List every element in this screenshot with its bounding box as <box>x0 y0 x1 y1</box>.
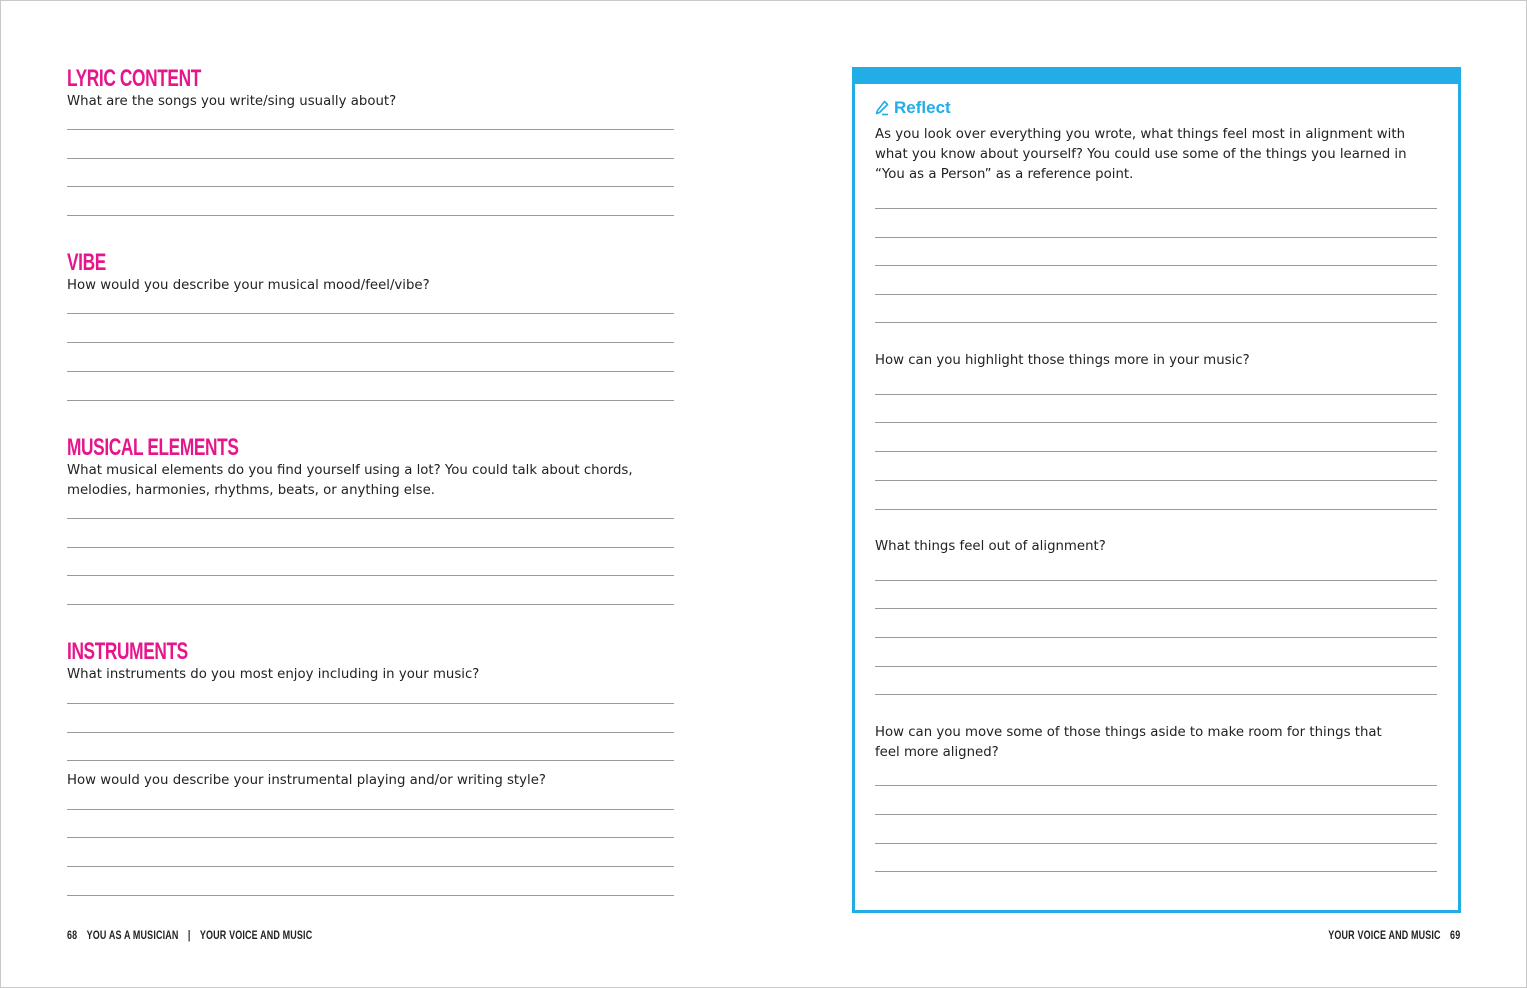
writing-line[interactable] <box>875 608 1437 609</box>
prompt-instrumental-style: How would you describe your instrumental playing and/or writing style? <box>67 773 546 788</box>
footer-right <box>1319 929 1460 943</box>
writing-line[interactable] <box>875 422 1437 423</box>
writing-line[interactable] <box>67 732 674 733</box>
writing-line[interactable] <box>875 637 1437 638</box>
footer-section-name: YOU AS A MUSICIAN <box>86 930 179 942</box>
writing-line[interactable] <box>875 785 1437 786</box>
writing-line[interactable] <box>67 371 674 372</box>
writing-line[interactable] <box>67 866 674 867</box>
writing-line[interactable] <box>67 837 674 838</box>
page-number-left: 68 <box>67 930 78 942</box>
footer-chapter-right: YOUR VOICE AND MUSIC <box>1327 930 1441 942</box>
footer-chapter-left: YOUR VOICE AND MUSIC <box>199 930 313 942</box>
writing-line[interactable] <box>875 580 1437 581</box>
writing-line[interactable] <box>67 342 674 343</box>
writing-line[interactable] <box>875 666 1437 667</box>
section-title-vibe: VIBE <box>67 249 106 276</box>
writing-line[interactable] <box>875 843 1437 844</box>
writing-line[interactable] <box>67 703 674 704</box>
writing-line[interactable] <box>67 604 674 605</box>
reflect-box <box>852 67 1461 913</box>
writing-line[interactable] <box>67 215 674 216</box>
writing-line[interactable] <box>875 694 1437 695</box>
writing-line[interactable] <box>67 186 674 187</box>
reflect-prompt-alignment: As you look over everything you wrote, what things feel most in alignment with what you know about yourself? You could use some of the things you learned in “You as a Person” as a reference point. <box>875 127 1407 182</box>
writing-line[interactable] <box>67 400 674 401</box>
writing-line[interactable] <box>67 809 674 810</box>
footer-separator: | <box>187 930 191 942</box>
writing-line[interactable] <box>875 509 1437 510</box>
prompt-musical-elements: What musical elements do you find yourself using a lot? You could talk about chords, melodies, harmonies, rhythms, beats, or anything else. <box>67 463 633 498</box>
writing-line[interactable] <box>67 760 674 761</box>
writing-line[interactable] <box>875 480 1437 481</box>
section-title-instruments: INSTRUMENTS <box>67 638 188 665</box>
writing-line[interactable] <box>67 518 674 519</box>
reflect-heading <box>875 97 951 119</box>
footer-left <box>67 929 322 943</box>
section-title-lyric-content: LYRIC CONTENT <box>67 65 201 92</box>
prompt-instruments: What instruments do you most enjoy including in your music? <box>67 667 480 682</box>
section-title-musical-elements: MUSICAL ELEMENTS <box>67 434 239 461</box>
writing-line[interactable] <box>875 871 1437 872</box>
writing-line[interactable] <box>67 575 674 576</box>
reflect-prompt-move-aside: How can you move some of those things aside to make room for things that feel more aligned? <box>875 725 1382 760</box>
writing-line[interactable] <box>875 814 1437 815</box>
page-number-right: 69 <box>1449 930 1460 942</box>
reflect-title: Reflect <box>894 98 951 117</box>
prompt-vibe: How would you describe your musical mood/feel/vibe? <box>67 278 430 293</box>
reflect-prompt-highlight: How can you highlight those things more in your music? <box>875 353 1250 368</box>
writing-line[interactable] <box>875 237 1437 238</box>
writing-line[interactable] <box>67 895 674 896</box>
reflect-prompt-out-of-alignment: What things feel out of alignment? <box>875 539 1106 554</box>
writing-line[interactable] <box>875 208 1437 209</box>
prompt-lyric-content: What are the songs you write/sing usually about? <box>67 94 397 109</box>
writing-line[interactable] <box>875 322 1437 323</box>
writing-line[interactable] <box>875 265 1437 266</box>
writing-line[interactable] <box>67 313 674 314</box>
writing-line[interactable] <box>875 394 1437 395</box>
pencil-icon <box>875 100 889 116</box>
writing-line[interactable] <box>67 547 674 548</box>
writing-line[interactable] <box>67 158 674 159</box>
writing-line[interactable] <box>67 129 674 130</box>
writing-line[interactable] <box>875 294 1437 295</box>
writing-line[interactable] <box>875 451 1437 452</box>
